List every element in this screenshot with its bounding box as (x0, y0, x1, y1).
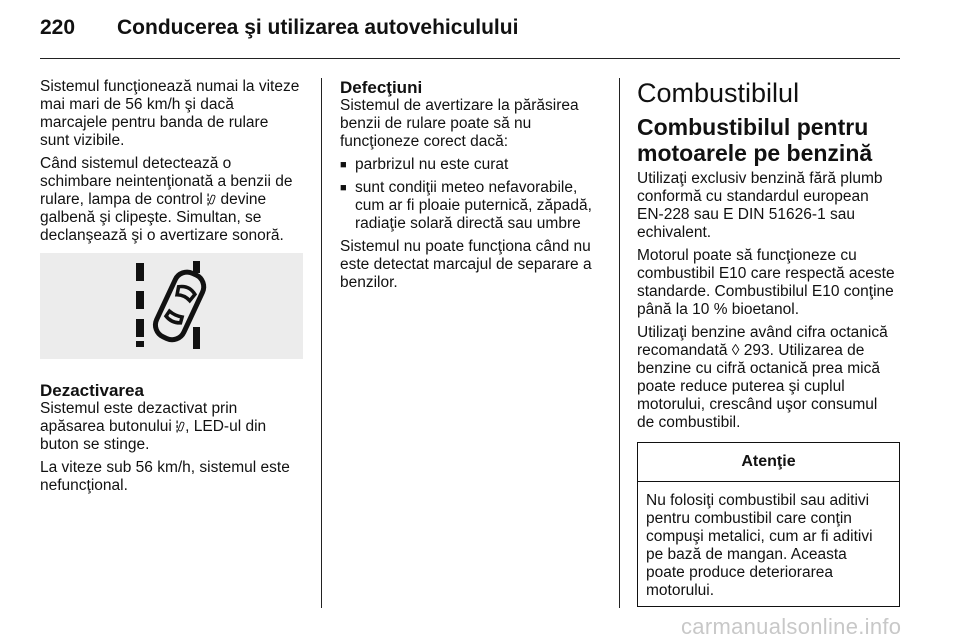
paragraph: La viteze sub 56 km/h, sistemul este nefuncţional. (40, 459, 290, 494)
caution-heading: Atenţie (638, 443, 899, 482)
column-middle (340, 78, 605, 297)
column-left (40, 78, 305, 500)
page-header (0, 0, 960, 60)
column-divider (619, 78, 620, 608)
caution-body: Nu folosiţi combustibil sau aditivi pentru combustibil care conţin compuşi metalici, cum ar fi aditivi pe bază de mangan. Aceasta poate produce deteriorarea motorului. (646, 492, 873, 599)
paragraph: Sistemul nu poate funcţiona când nu este detectat marcajul de separare a benzilor. (340, 238, 592, 291)
bullet-icon: ■ (340, 159, 347, 171)
paragraph: Sistemul funcţionează numai la viteze mai mari de 56 km/h şi dacă marcajele pentru banda de rulare sunt vizibile. (40, 78, 300, 149)
lane-departure-warning-icon (40, 253, 303, 359)
paragraph: Utilizaţi exclusiv benzină fără plumb conformă cu standardul european EN-228 sau E DIN 51626-1 sau echivalent. (637, 170, 883, 241)
list-item: ■ parbrizul nu este curat (340, 156, 509, 173)
paragraph: Sistemul este dezactivat prin apăsarea butonului , LED-ul din buton se stinge. (40, 400, 267, 453)
page-reference-link[interactable]: ◊ 293 (731, 342, 770, 359)
section-heading: Dezactivarea (40, 381, 144, 400)
chapter-title: Conducerea şi utilizarea autovehiculului (117, 16, 519, 39)
bullet-list (340, 156, 605, 233)
paragraph: Când sistemul detectează o schimbare neintenţionată a benzii de rulare, lampa de control devine galbenă şi clipeşte. Simultan, se declanşează şi o avertizare sonoră. (40, 155, 293, 244)
list-item: ■ sunt condiţii meteo nefavorabile, cum ar fi ploaie puternică, zăpadă, radiaţie solară directă sau umbre (340, 179, 592, 232)
paragraph: Motorul poate să funcţioneze cu combustibil E10 care respectă aceste standarde. Combustibilul E10 conţine până la 10 % bioetanol. (637, 247, 895, 318)
watermark: carmanualsonline.info (681, 614, 902, 639)
caution-notice-box (637, 442, 900, 607)
page-number: 220 (40, 16, 76, 39)
header-divider (40, 58, 900, 59)
paragraph: Sistemul de avertizare la părăsirea benzii de rulare poate să nu funcţioneze corect dacă: (340, 97, 579, 150)
lane-departure-illustration (40, 253, 303, 359)
cross-reference-icon: ◊ (731, 342, 740, 359)
column-divider (321, 78, 322, 608)
lane-departure-icon (207, 193, 216, 206)
chapter-heading: Combustibilul (637, 78, 800, 108)
section-heading: Defecţiuni (340, 78, 423, 97)
column-right (637, 78, 902, 607)
section-heading: Combustibilul pentru motoarele pe benzină (637, 114, 873, 166)
lane-departure-icon (176, 420, 185, 433)
bullet-icon: ■ (340, 182, 347, 194)
paragraph: Utilizaţi benzine având cifra octanică recomandată ◊ 293. Utilizarea de benzine cu cifră octanică prea mică poate reduce puterea şi cuplul motorului, crescând uşor consumul de combustibil. (637, 324, 888, 431)
